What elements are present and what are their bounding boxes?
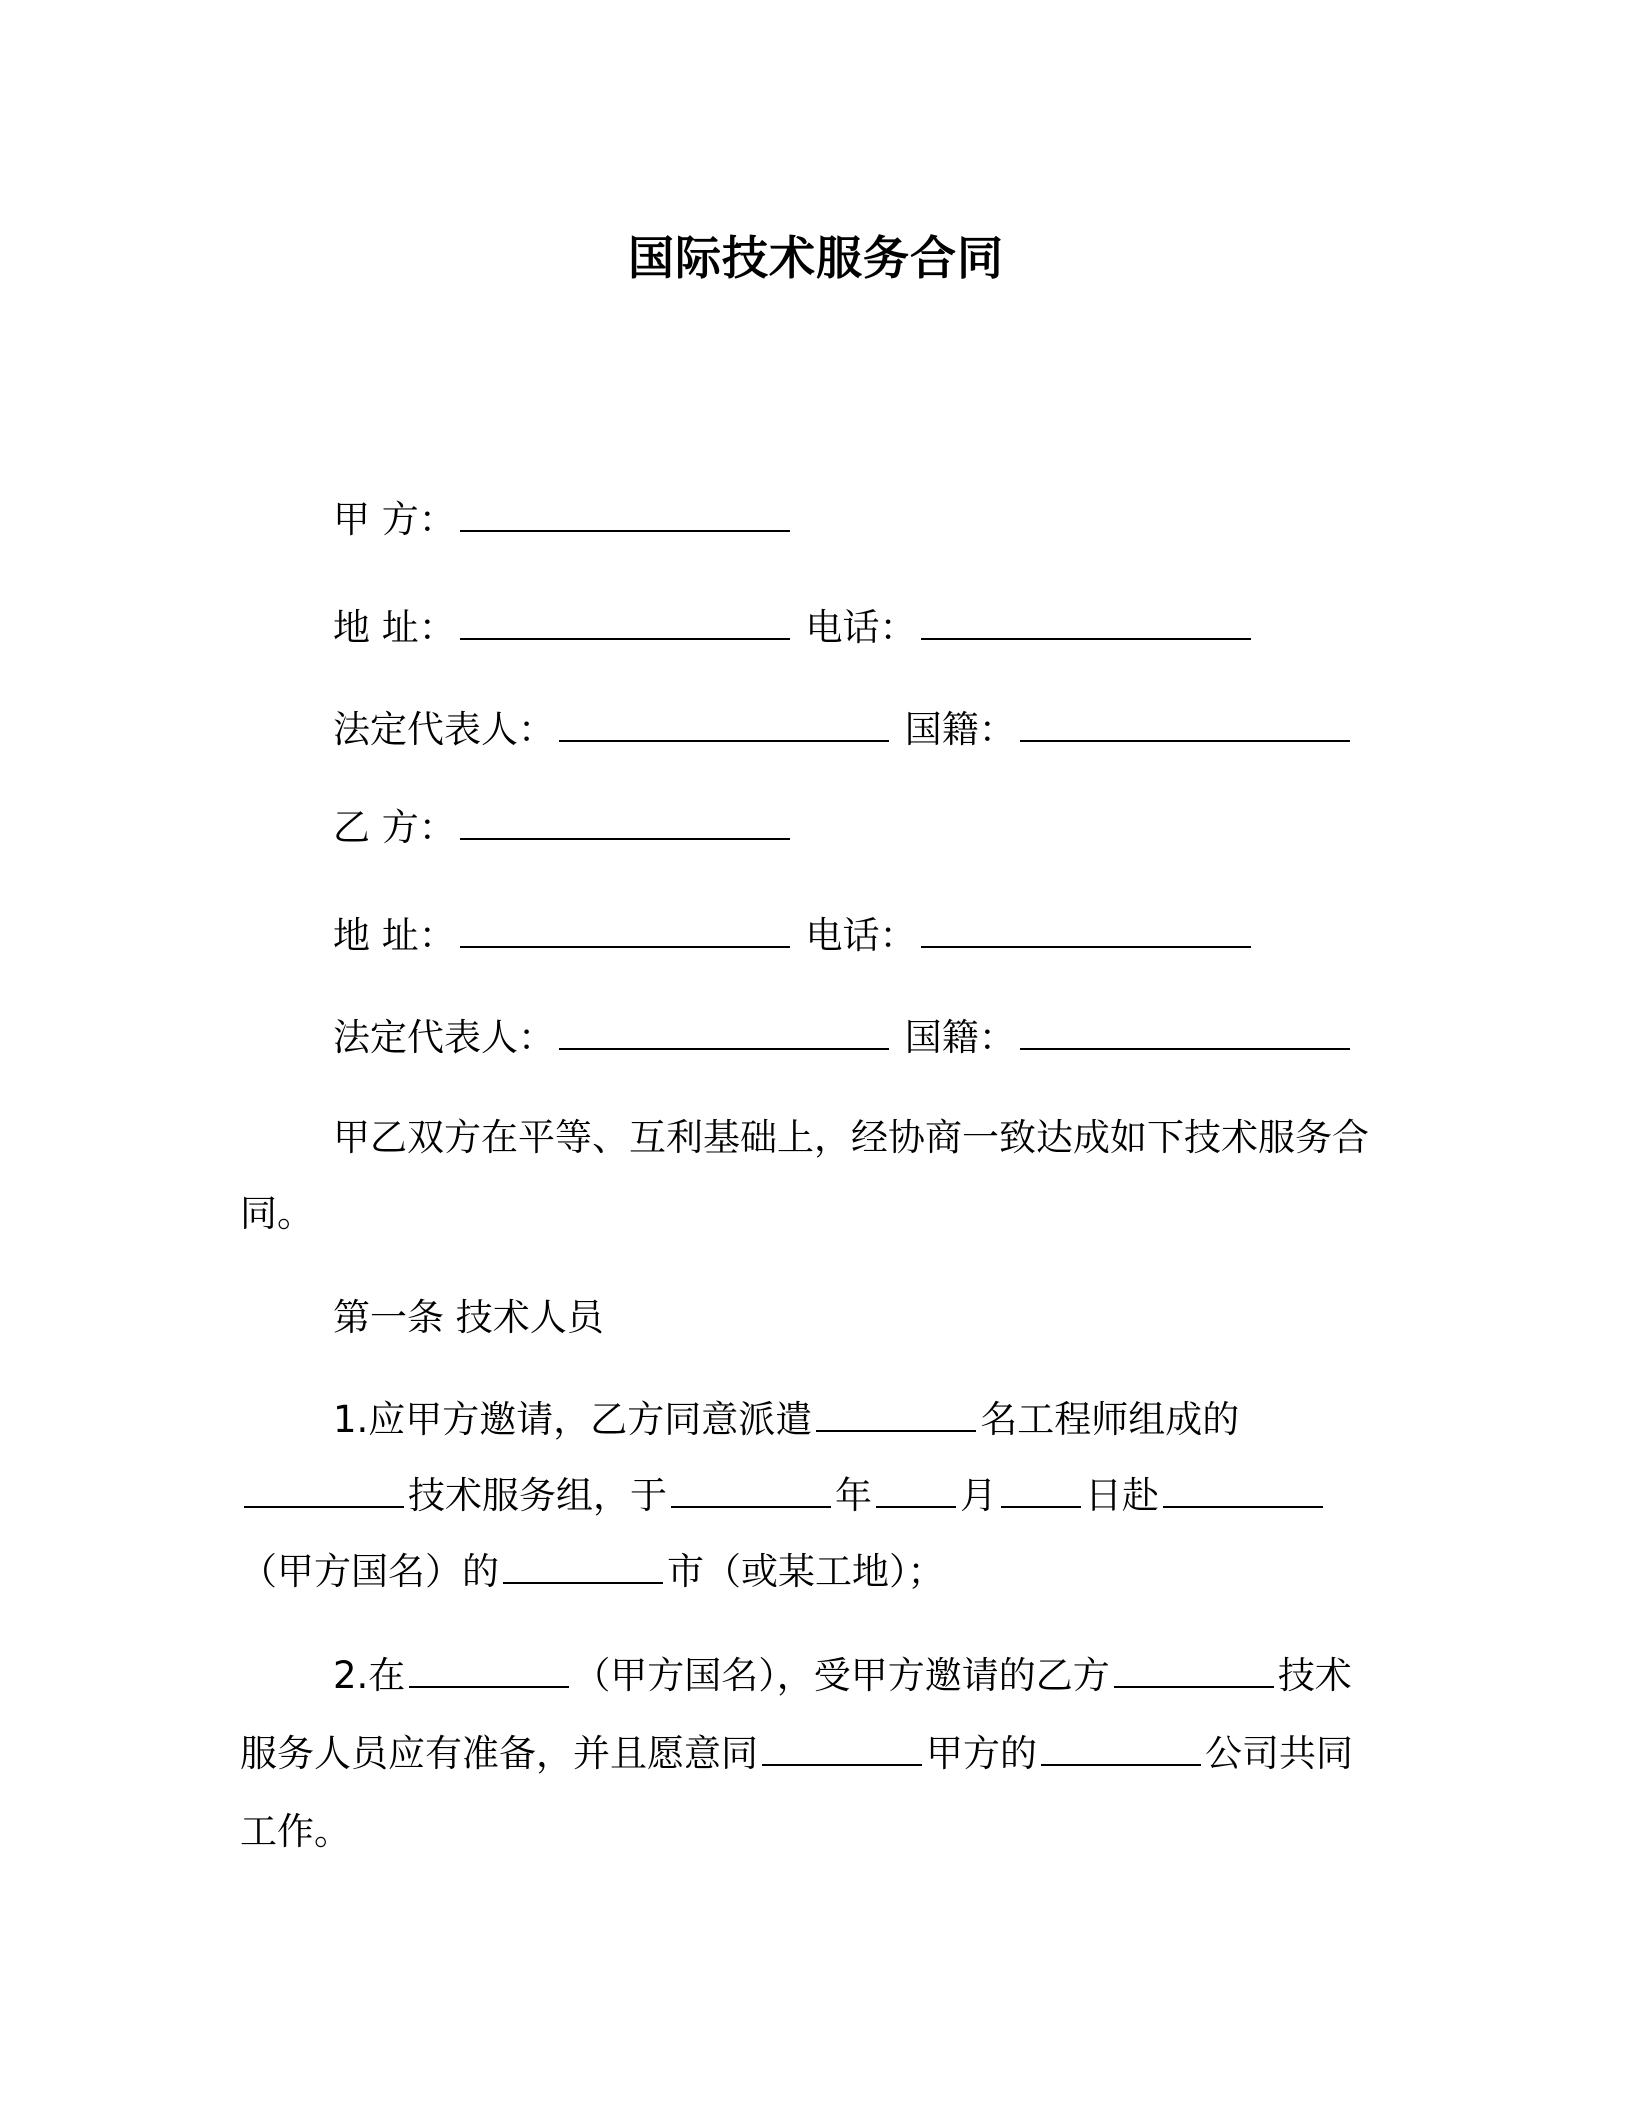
party-b-rep-label: 法定代表人： bbox=[333, 1016, 555, 1059]
company-blank bbox=[1041, 1734, 1201, 1766]
party-b-nationality-blank bbox=[1020, 1018, 1350, 1050]
party-a-label: 甲 方： bbox=[333, 498, 456, 541]
clause-1-text: （甲方国名）的 bbox=[240, 1550, 499, 1593]
party-b-address-label: 地 址： bbox=[333, 914, 456, 957]
clause-1-text: 市（或某工地）； bbox=[667, 1550, 945, 1593]
clause-2-line-3: 工作。 bbox=[240, 1810, 351, 1853]
clause-2-line-1 bbox=[333, 1654, 1352, 1698]
party-b-rep-blank bbox=[559, 1018, 889, 1050]
month-label: 月 bbox=[960, 1474, 997, 1517]
preamble-line-1: 甲乙双方在平等、互利基础上，经协商一致达成如下技术服务合 bbox=[333, 1116, 1369, 1159]
partner-blank bbox=[762, 1734, 922, 1766]
country-blank bbox=[1163, 1476, 1323, 1508]
day-blank bbox=[1001, 1476, 1081, 1508]
article-1-heading: 第一条 技术人员 bbox=[333, 1296, 604, 1339]
clause-2-text: 2.在 bbox=[333, 1654, 406, 1697]
document-title: 国际技术服务合同 bbox=[628, 231, 1004, 285]
day-label: 日赴 bbox=[1085, 1474, 1159, 1517]
party-b-rep-line bbox=[333, 1016, 1354, 1060]
location-blank bbox=[409, 1656, 569, 1688]
party-b-blank bbox=[460, 808, 790, 840]
party-b-address-blank bbox=[460, 916, 790, 948]
engineer-count-blank bbox=[816, 1400, 976, 1432]
clause-2-line-2 bbox=[240, 1732, 1353, 1776]
party-a-line bbox=[333, 498, 794, 542]
clause-1-line-3 bbox=[240, 1550, 945, 1594]
clause-2-text: 公司共同 bbox=[1205, 1732, 1353, 1775]
party-b-phone-blank bbox=[921, 916, 1251, 948]
party-b-label: 乙 方： bbox=[333, 806, 456, 849]
party-a-rep-blank bbox=[559, 710, 889, 742]
party-b-nationality-label: 国籍： bbox=[904, 1016, 1016, 1059]
service-group-blank bbox=[244, 1476, 404, 1508]
party-a-address-line bbox=[333, 606, 1255, 650]
clause-2-text: 服务人员应有准备，并且愿意同 bbox=[240, 1732, 758, 1775]
clause-2-text: 甲方的 bbox=[926, 1732, 1037, 1775]
party-b-line bbox=[333, 806, 794, 850]
year-blank bbox=[671, 1476, 831, 1508]
city-blank bbox=[503, 1552, 663, 1584]
clause-1-text: 技术服务组，于 bbox=[408, 1474, 667, 1517]
preamble-line-2: 同。 bbox=[240, 1192, 314, 1235]
clause-1-line-1 bbox=[333, 1398, 1239, 1442]
party-a-phone-blank bbox=[921, 608, 1251, 640]
party-a-nationality-blank bbox=[1020, 710, 1350, 742]
party-a-blank bbox=[460, 500, 790, 532]
party-a-address-label: 地 址： bbox=[333, 606, 456, 649]
clause-1-text: 1.应甲方邀请，乙方同意派遣 bbox=[333, 1398, 813, 1441]
clause-2-text: （甲方国名），受甲方邀请的乙方 bbox=[573, 1654, 1110, 1697]
month-blank bbox=[876, 1476, 956, 1508]
clause-1-text: 名工程师组成的 bbox=[980, 1398, 1240, 1441]
year-label: 年 bbox=[835, 1474, 872, 1517]
party-b-phone-label: 电话： bbox=[805, 914, 917, 957]
party-a-rep-line bbox=[333, 708, 1354, 752]
party-a-rep-label: 法定代表人： bbox=[333, 708, 555, 751]
party-a-address-blank bbox=[460, 608, 790, 640]
party-a-phone-label: 电话： bbox=[805, 606, 917, 649]
clause-2-text: 技术 bbox=[1277, 1654, 1352, 1697]
party-b-address-line bbox=[333, 914, 1255, 958]
clause-1-line-2 bbox=[240, 1474, 1327, 1518]
party-a-nationality-label: 国籍： bbox=[904, 708, 1016, 751]
staff-blank bbox=[1114, 1656, 1274, 1688]
